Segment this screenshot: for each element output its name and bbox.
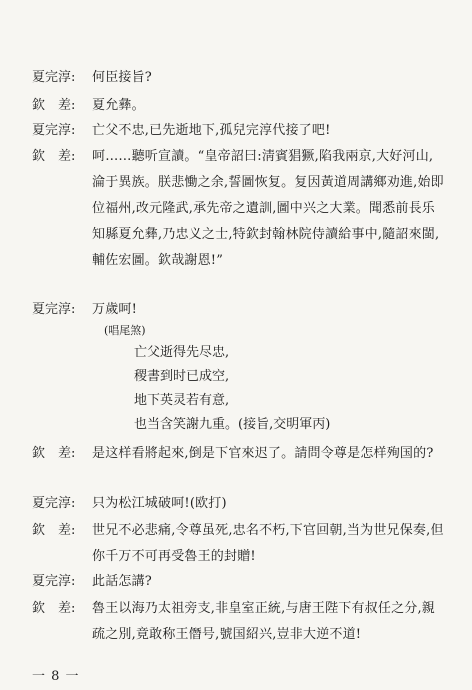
speech-line: 魯王以海乃太祖旁支,非皇室正統,与唐王陛下有叔任之分,親疏之別,竟敢称王僭号,號国紹兴,豈非大逆不道!	[92, 601, 435, 642]
speech-line: 呵……聽听宣讀。“皇帝詔曰:淸賓猖獗,陷我兩京,大好河山,淪于異族。朕悲慟之余,誓圖恢复。复因黃道周講鄉劝進,始即位福州,改元隆武,承先帝之遺訓,圖中兴之大業。聞悉前長乐知縣夏允彝,乃忠义之士,特欽封翰林院侍讀給事中,隨詔來閩,輔佐宏圖。欽哉謝恩!”	[92, 149, 444, 268]
speech-line: 是这样看將起來,倒是下官來迟了。請問令尊是怎样殉国的?	[92, 446, 434, 461]
verse-line: 亡父逝得先尽忠,	[134, 345, 230, 360]
speaker-label: 欽 差:	[32, 446, 76, 461]
speech-line: 亡父不忠,已先逝地下,孤兒完淳代接了吧!	[92, 123, 331, 138]
speech-line: 万歲呵!	[92, 302, 138, 317]
speaker-label: 夏完淳:	[32, 302, 76, 317]
speaker-label: 夏完淳:	[32, 70, 76, 85]
speaker-label: 欽 差:	[32, 149, 76, 164]
stage-direction: (唱尾煞)	[104, 324, 146, 337]
speech-line: 世兄不必悲痛,令尊虽死,忠名不朽,下官回朝,当为世兄保奏,但你千万不可再受魯王的封贈!	[92, 523, 444, 564]
speech-line: 此話怎講?	[92, 574, 152, 589]
verse-line: 稷書到时已成空,	[134, 369, 230, 384]
speech-line: 何臣接旨?	[92, 70, 152, 85]
speaker-label: 欽 差:	[32, 601, 76, 616]
speaker-label: 欽 差:	[32, 98, 76, 113]
speaker-label: 夏完淳:	[32, 574, 76, 589]
speech-line: 只为松江城破呵!(欧打)	[92, 496, 227, 511]
verse-line: 也当含笑謝九重。(接旨,交明軍丙)	[134, 417, 331, 432]
speech-line: 夏允彝。	[92, 98, 145, 113]
speaker-label: 欽 差:	[32, 523, 76, 538]
verse-line: 地下英灵若有意,	[134, 393, 230, 408]
page-number: 一 8 一	[32, 669, 80, 684]
speaker-label: 夏完淳:	[32, 123, 76, 138]
speaker-label: 夏完淳:	[32, 496, 76, 511]
